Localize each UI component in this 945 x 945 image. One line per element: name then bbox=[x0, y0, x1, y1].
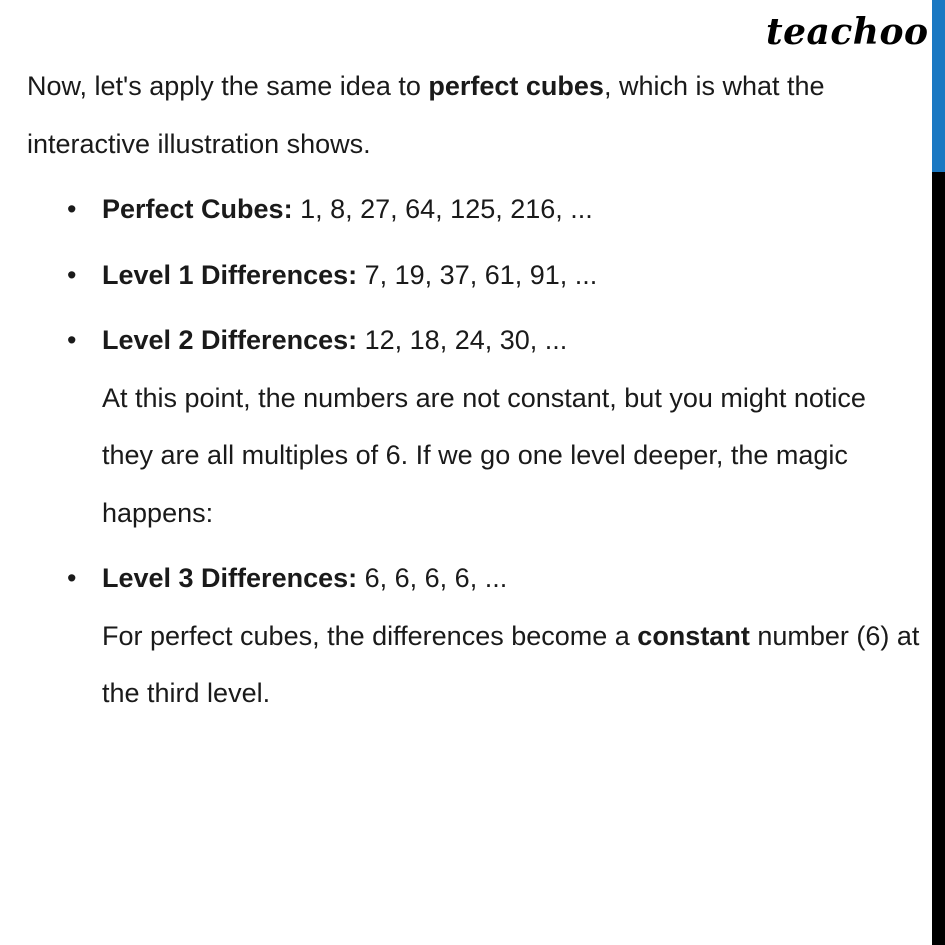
bullet-icon: • bbox=[67, 194, 77, 224]
teachoo-logo: teachoo bbox=[766, 11, 929, 53]
bullet-label: Level 2 Differences: bbox=[102, 325, 358, 355]
list-item bbox=[27, 181, 922, 239]
bullet-value: 12, 18, 24, 30, ... bbox=[357, 325, 568, 355]
differences-list bbox=[27, 181, 922, 723]
list-item bbox=[27, 312, 922, 542]
bullet-icon: • bbox=[67, 563, 77, 593]
bullet-value: 6, 6, 6, 6, ... bbox=[357, 563, 508, 593]
bullet-label: Level 3 Differences: bbox=[102, 563, 358, 593]
bullet-note bbox=[102, 608, 922, 723]
list-item bbox=[27, 550, 922, 723]
intro-text-start: Now, let's apply the same idea to bbox=[27, 71, 429, 101]
intro-paragraph bbox=[27, 58, 922, 173]
bullet-label: Level 1 Differences: bbox=[102, 259, 358, 290]
bullet-value: 1, 8, 27, 64, 125, 216, ... bbox=[292, 194, 593, 224]
bullet-label: Perfect Cubes: bbox=[102, 194, 293, 224]
document-body bbox=[27, 58, 922, 731]
bullet-icon: • bbox=[67, 325, 77, 355]
bullet-icon: • bbox=[67, 259, 77, 290]
sidebar-accent-blue bbox=[932, 0, 945, 172]
note-bold-term: constant bbox=[637, 620, 750, 651]
bullet-note: At this point, the numbers are not constant, but you might notice they are all multiples of 6. If we go one level deeper, the magic happens: bbox=[102, 382, 866, 528]
bullet-value: 7, 19, 37, 61, 91, ... bbox=[357, 259, 598, 290]
sidebar-accent-dark bbox=[932, 172, 945, 945]
note-text-start: For perfect cubes, the differences become a bbox=[102, 620, 638, 651]
intro-text-end: , which is what the interactive illustration shows. bbox=[27, 71, 825, 159]
intro-bold-term: perfect cubes bbox=[428, 71, 604, 101]
list-item bbox=[27, 247, 922, 305]
note-text-end: number (6) at the third level. bbox=[102, 620, 920, 708]
